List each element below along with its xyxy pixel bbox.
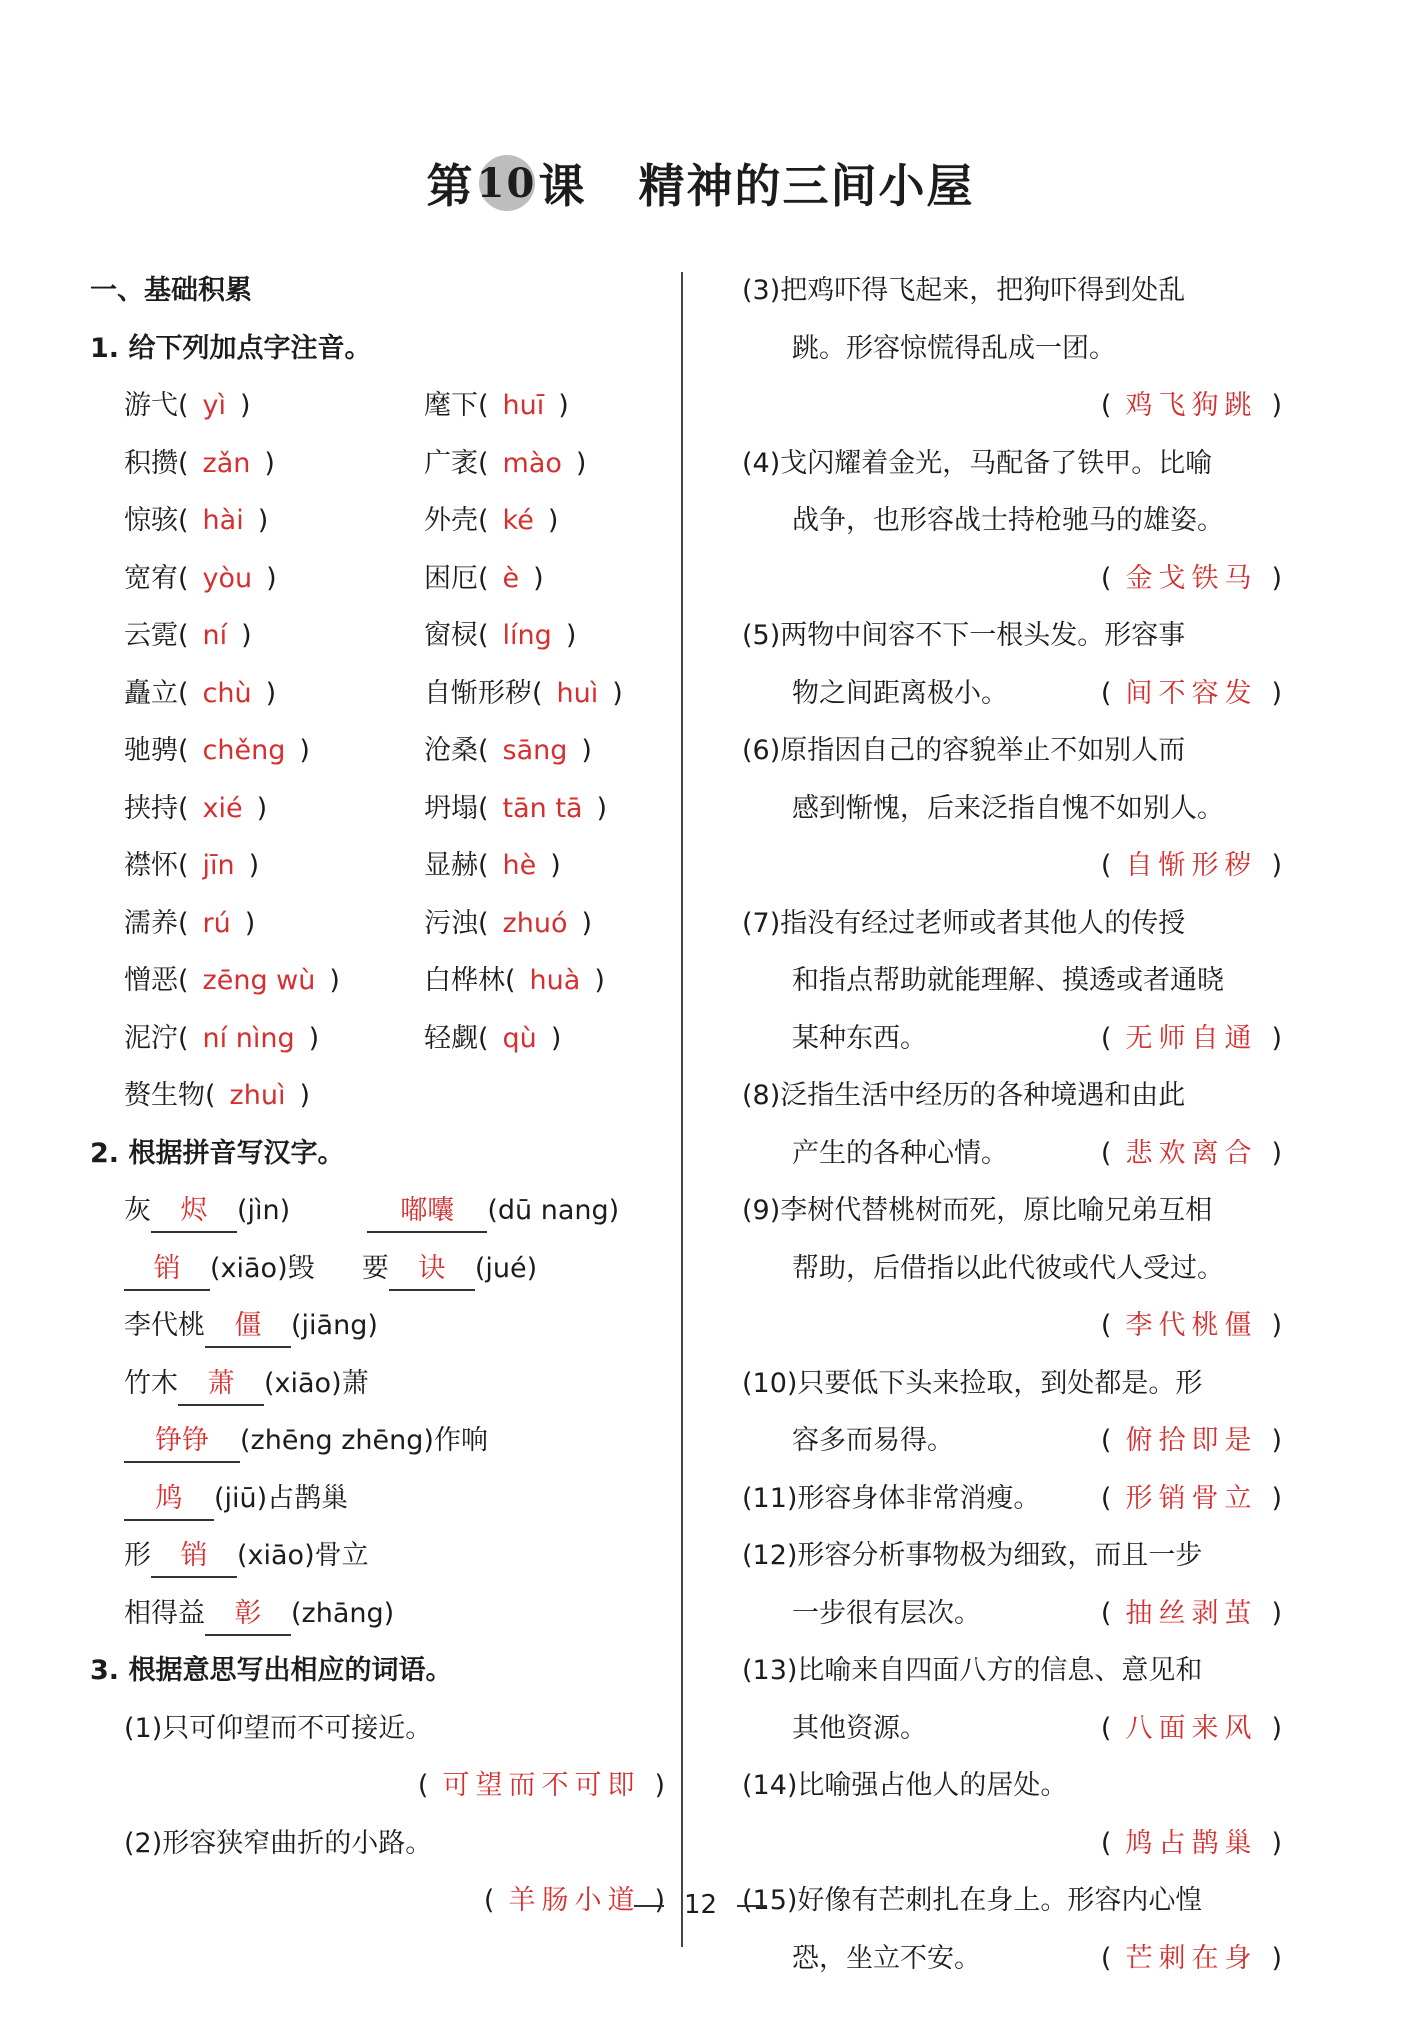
pinyin: (jiū)占鹊巢 (214, 1482, 349, 1514)
meaning-item-1: (1)只可仰望而不可接近。 (124, 1712, 433, 1744)
answer-blank: 彰 (205, 1594, 291, 1636)
prefix: 灰 (124, 1195, 151, 1226)
pinyin-row (90, 607, 665, 665)
meaning-item-6: (6)原指因自己的容貌举止不如别人而 (742, 735, 1186, 766)
word: 襟怀 (124, 850, 178, 881)
pinyin-answer: zǎn (202, 447, 251, 479)
footer-dash (634, 1905, 664, 1907)
word: 污浊 (424, 907, 478, 939)
meaning-item-10: (10)只要低下头来捡取，到处都是。形 (742, 1367, 1203, 1399)
answer-blank: 鸠 (124, 1479, 214, 1521)
answer-line: ( 鸡飞狗跳 ) (1100, 390, 1282, 421)
meaning-item-7-cont2: 某种东西。 ( 无师自通 ) (742, 1010, 1282, 1068)
pinyin-item: 窗棂( líng ) (424, 620, 577, 651)
answer-blank: 僵 (205, 1306, 291, 1348)
pinyin-row (90, 550, 665, 608)
word: 泥泞 (124, 1022, 178, 1054)
prefix: 要 (361, 1252, 389, 1284)
word: 坍塌 (424, 792, 478, 824)
pinyin: (zhēng zhēng)作响 (240, 1425, 488, 1456)
meaning-item-12: (12)形容分析事物极为细致，而且一步 (742, 1540, 1203, 1571)
pinyin-answer: jīn (202, 850, 235, 881)
meaning-item-14: (14)比喻强占他人的居处。 (742, 1770, 1068, 1801)
text: 容多而易得。 (792, 1425, 954, 1456)
pinyin-row (90, 1067, 665, 1125)
answer: 李代桃僵 (1125, 1310, 1258, 1341)
pinyin-answer: tān tā (502, 792, 583, 824)
pinyin-answer: mào (502, 447, 562, 479)
prefix: 形 (124, 1540, 151, 1571)
pinyin-answer: qù (502, 1022, 537, 1054)
word: 外壳 (424, 505, 478, 536)
right-column (742, 262, 1282, 1987)
pinyin: (xiāo)萧 (264, 1367, 369, 1399)
answer-blank: 烬 (151, 1191, 237, 1233)
meaning-item-13-cont: 其他资源。 ( 八面来风 ) (742, 1700, 1282, 1758)
word: 广袤 (424, 447, 478, 479)
pinyin-answer: zhuì (229, 1080, 286, 1111)
pinyin-item: 困厄( è ) (424, 562, 544, 594)
lesson-name: 精神的三间小屋 (638, 159, 975, 213)
word: 沧桑 (424, 735, 478, 766)
pinyin-item: 挟持( xié ) (124, 792, 268, 824)
pinyin-answer: è (502, 562, 520, 594)
pinyin-item: 显赫( hè ) (424, 850, 561, 881)
question-1-heading: 1. 给下列加点字注音。 (90, 332, 372, 364)
pinyin-item: 驰骋( chěng ) (124, 735, 310, 766)
meaning-item-15: (15)好像有芒刺扎在身上。形容内心惶 (742, 1885, 1203, 1916)
pinyin-answer: ké (502, 505, 534, 536)
answer-line: ( 自惭形秽 ) (1100, 850, 1282, 881)
answer: 八面来风 (1125, 1712, 1258, 1744)
pinyin-row (90, 722, 665, 780)
meaning-item-6-cont: 感到惭愧，后来泛指自愧不如别人。 (792, 792, 1224, 824)
answer: 鸡飞狗跳 (1125, 390, 1258, 421)
pinyin-item: 广袤( mào ) (424, 447, 587, 479)
text: (11)形容身体非常消瘦。 (742, 1482, 1041, 1514)
meaning-item-5-cont: 物之间距离极小。 ( 间不容发 ) (742, 665, 1282, 723)
pinyin-answer: yòu (202, 562, 253, 594)
pinyin-item: 游弋( yì ) (124, 390, 251, 421)
meaning-item-11: (11)形容身体非常消瘦。 ( 形销骨立 ) (742, 1470, 1282, 1528)
pinyin-answer: ní nìng (202, 1022, 295, 1054)
pinyin-row (90, 837, 665, 895)
pinyin-item: 憎恶( zēng wù ) (124, 965, 340, 996)
pinyin-item: 惊骇( hài ) (124, 505, 269, 536)
text: 某种东西。 (792, 1022, 927, 1054)
pinyin-row (90, 952, 665, 1010)
pinyin: (jué) (474, 1252, 538, 1284)
answer: 可望而不可即 (442, 1770, 641, 1801)
pinyin-answer: hài (202, 505, 244, 536)
pinyin-row (90, 492, 665, 550)
answer: 抽丝剥茧 (1125, 1597, 1258, 1629)
answer: 自惭形秽 (1125, 850, 1258, 881)
word: 宽宥 (124, 562, 178, 594)
answer-line: ( 鸠占鹊巢 ) (1100, 1827, 1282, 1859)
meaning-item-5: (5)两物中间容不下一根头发。形容事 (742, 620, 1186, 651)
lesson-number-badge: 10 (479, 155, 535, 211)
pinyin-item: 泥泞( ní nìng ) (124, 1022, 320, 1054)
pinyin-item: 白桦林( huà ) (424, 965, 605, 996)
pinyin-answer: rú (202, 907, 231, 939)
word: 惊骇 (124, 505, 178, 536)
prefix: 相得益 (124, 1597, 205, 1629)
pinyin-row (90, 1010, 665, 1068)
word: 赘生物 (124, 1080, 205, 1111)
pinyin-item: 污浊( zhuó ) (424, 907, 593, 939)
text: 一步很有层次。 (792, 1597, 981, 1629)
answer: 羊肠小道 (508, 1885, 641, 1916)
answer: 无师自通 (1125, 1022, 1258, 1054)
pinyin-answer: huī (502, 390, 545, 421)
answer-blank: 销 (151, 1536, 237, 1578)
section-heading: 一、基础积累 (90, 275, 252, 306)
word: 矗立 (124, 677, 178, 709)
word: 困厄 (424, 562, 478, 594)
word: 憎恶 (124, 965, 178, 996)
fill-row-2 (90, 1240, 665, 1298)
prefix: 李代桃 (124, 1310, 205, 1341)
word: 积攒 (124, 447, 178, 479)
meaning-item-3: (3)把鸡吓得飞起来，把狗吓得到处乱 (742, 275, 1186, 306)
question-3-heading: 3. 根据意思写出相应的词语。 (90, 1655, 453, 1686)
pinyin-item: 濡养( rú ) (124, 907, 256, 939)
pinyin-row (90, 895, 665, 953)
answer-blank: 铮铮 (124, 1421, 240, 1463)
word: 白桦林 (424, 965, 505, 996)
answer: 金戈铁马 (1125, 562, 1258, 594)
meaning-item-7-cont: 和指点帮助就能理解、摸透或者通晓 (792, 965, 1224, 996)
word: 窗棂 (424, 620, 478, 651)
answer-line: ( 李代桃僵 ) (1100, 1310, 1282, 1341)
text: 恐，坐立不安。 (792, 1942, 981, 1974)
word: 云霓 (124, 620, 178, 651)
meaning-item-15-cont: 恐，坐立不安。 ( 芒刺在身 ) (742, 1930, 1282, 1988)
fill-row-7 (90, 1527, 665, 1585)
answer-blank: 销 (124, 1249, 210, 1291)
fill-row-8 (90, 1585, 665, 1643)
word: 麾下 (424, 390, 478, 421)
meaning-item-10-cont: 容多而易得。 ( 俯拾即是 ) (742, 1412, 1282, 1470)
meaning-item-8: (8)泛指生活中经历的各种境遇和由此 (742, 1080, 1186, 1111)
fill-row-5 (90, 1412, 665, 1470)
answer-line: ( 可望而不可即 ) (417, 1770, 665, 1801)
pinyin-item: 沧桑( sāng ) (424, 735, 592, 766)
pinyin-item: 矗立( chù ) (124, 677, 277, 709)
pinyin-answer: sāng (502, 735, 568, 766)
question-2-heading: 2. 根据拼音写汉字。 (90, 1137, 345, 1169)
pinyin-item: 积攒( zǎn ) (124, 447, 275, 479)
answer-line: ( 金戈铁马 ) (1100, 562, 1282, 594)
pinyin-answer: chù (202, 677, 252, 709)
pinyin-item: 赘生物( zhuì ) (124, 1080, 310, 1111)
pinyin: (jiāng) (291, 1310, 378, 1341)
fill-row-3 (90, 1297, 665, 1355)
answer: 俯拾即是 (1125, 1425, 1258, 1456)
answer-blank: 诀 (389, 1249, 475, 1291)
word: 游弋 (124, 390, 178, 421)
word: 濡养 (124, 907, 178, 939)
word: 驰骋 (124, 735, 178, 766)
pinyin-answer: chěng (202, 735, 286, 766)
meaning-item-8-cont: 产生的各种心情。 ( 悲欢离合 ) (742, 1125, 1282, 1183)
answer: 形销骨立 (1125, 1482, 1258, 1514)
meaning-item-9: (9)李树代替桃树而死，原比喻兄弟互相 (742, 1195, 1213, 1226)
pinyin-row (90, 665, 665, 723)
page-footer (0, 1890, 1401, 1920)
word: 挟持 (124, 792, 178, 824)
prefix: 竹木 (124, 1367, 178, 1399)
fill-row-1 (90, 1182, 665, 1240)
pinyin-answer: huì (556, 677, 599, 709)
word: 显赫 (424, 850, 478, 881)
meaning-item-13: (13)比喻来自四面八方的信息、意见和 (742, 1655, 1203, 1686)
pinyin-item: 宽宥( yòu ) (124, 562, 277, 594)
pinyin-answer: yì (202, 390, 227, 421)
pinyin-answer: hè (502, 850, 537, 881)
pinyin: (xiāo)骨立 (237, 1540, 369, 1571)
pinyin: (dū nang) (487, 1195, 620, 1226)
answer-blank: 嘟囔 (367, 1191, 487, 1233)
pinyin: (jìn) (237, 1195, 291, 1226)
pinyin-row (90, 435, 665, 493)
pinyin-item: 云霓( ní ) (124, 620, 252, 651)
fill-row-6 (90, 1470, 665, 1528)
pinyin-answer: huà (529, 965, 581, 996)
word: 轻觑 (424, 1022, 478, 1054)
lesson-title (0, 150, 1401, 216)
answer: 间不容发 (1125, 677, 1258, 709)
title-suffix: 课 (538, 159, 587, 213)
pinyin: (xiāo)毁 (210, 1252, 315, 1284)
left-column (90, 262, 665, 1930)
pinyin: (zhāng) (291, 1597, 395, 1629)
page-number: 12 (683, 1890, 718, 1920)
pinyin-answer: líng (502, 620, 552, 651)
word: 自惭形秽 (424, 677, 532, 709)
pinyin-answer: zhuó (502, 907, 568, 939)
pinyin-answer: ní (202, 620, 228, 651)
meaning-item-4: (4)戈闪耀着金光，马配备了铁甲。比喻 (742, 447, 1213, 479)
answer: 鸠占鹊巢 (1125, 1827, 1258, 1859)
text: 其他资源。 (792, 1712, 927, 1744)
pinyin-item: 自惭形秽( huì ) (424, 677, 623, 709)
answer: 悲欢离合 (1125, 1137, 1258, 1169)
pinyin-item: 麾下( huī ) (424, 390, 569, 421)
answer-line: ( 羊肠小道 ) (483, 1885, 665, 1916)
footer-dash (737, 1905, 767, 1907)
meaning-item-2: (2)形容狭窄曲折的小路。 (124, 1827, 433, 1859)
text: 物之间距离极小。 (792, 677, 1008, 709)
column-divider (681, 272, 683, 1947)
answer-blank: 萧 (178, 1364, 264, 1406)
meaning-item-9-cont: 帮助，后借指以此代彼或代人受过。 (792, 1252, 1224, 1284)
meaning-item-3-cont: 跳。形容惊慌得乱成一团。 (792, 332, 1116, 364)
pinyin-row (90, 377, 665, 435)
pinyin-answer: zēng wù (202, 965, 316, 996)
pinyin-item: 襟怀( jīn ) (124, 850, 260, 881)
pinyin-item: 外壳( ké ) (424, 505, 559, 536)
pinyin-item: 坍塌( tān tā ) (424, 792, 608, 824)
meaning-item-12-cont: 一步很有层次。 ( 抽丝剥茧 ) (742, 1585, 1282, 1643)
title-prefix: 第 (426, 159, 475, 213)
meaning-item-7: (7)指没有经过老师或者其他人的传授 (742, 907, 1186, 939)
pinyin-list (90, 377, 665, 1125)
meaning-item-4-cont: 战争，也形容战士持枪驰马的雄姿。 (792, 505, 1224, 536)
answer: 芒刺在身 (1125, 1942, 1258, 1974)
text: 产生的各种心情。 (792, 1137, 1008, 1169)
pinyin-row (90, 780, 665, 838)
fill-row-4 (90, 1355, 665, 1413)
pinyin-item: 轻觑( qù ) (424, 1022, 562, 1054)
pinyin-answer: xié (202, 792, 243, 824)
